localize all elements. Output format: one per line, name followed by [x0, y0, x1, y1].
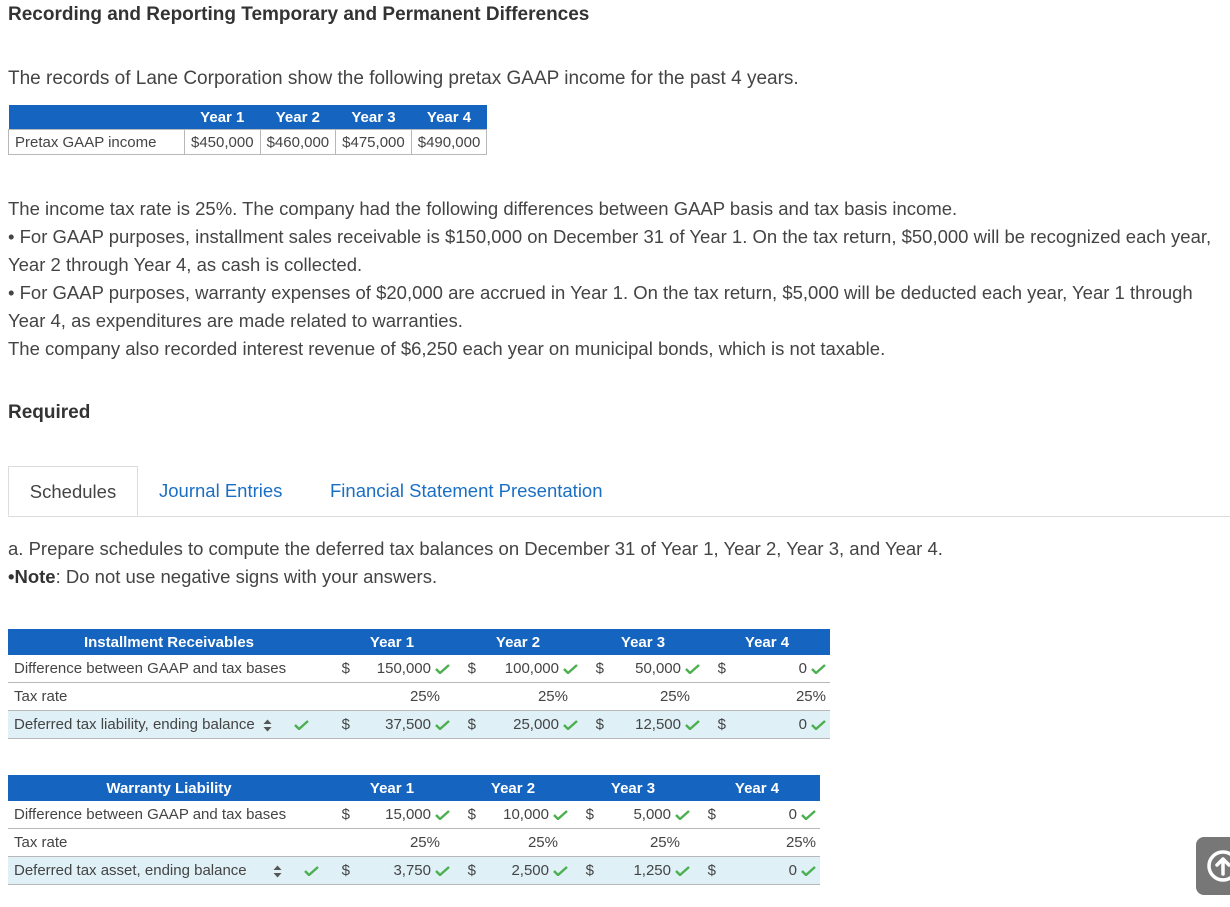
currency-symbol: $	[694, 801, 716, 829]
currency-symbol: $	[330, 655, 350, 683]
answer-input[interactable]: 25,000	[513, 716, 559, 733]
check-icon	[563, 720, 578, 730]
tab-financial-statement-presentation[interactable]: Financial Statement Presentation	[330, 480, 603, 501]
note-label: •Note	[8, 566, 56, 587]
currency-symbol: $	[694, 857, 716, 885]
installment-year1-header: Year 1	[330, 629, 454, 655]
installment-diff-year2	[476, 655, 582, 683]
income-header-year2: Year 2	[260, 105, 336, 130]
answer-input[interactable]: 37,500	[385, 716, 431, 733]
currency-symbol: $	[330, 711, 350, 739]
answer-input[interactable]: 50,000	[635, 660, 681, 677]
answer-input[interactable]: 0	[788, 862, 797, 879]
income-year2: $460,000	[260, 130, 336, 155]
answer-input[interactable]: 150,000	[376, 660, 431, 677]
warranty-diff-year3	[594, 801, 694, 829]
income-header-year1: Year 1	[185, 105, 261, 130]
installment-schedule	[8, 629, 830, 739]
question-text: a. Prepare schedules to compute the deferred tax balances on December 31 of Year 1, Year 2, Year 3, and Year 4.	[8, 538, 943, 559]
answer-input[interactable]: 0	[788, 806, 797, 823]
check-icon	[435, 866, 450, 876]
check-icon	[294, 720, 309, 730]
answer-input[interactable]: 3,750	[393, 862, 431, 879]
bullet-installment: • For GAAP purposes, installment sales receivable is $150,000 on December 31 of Year 1. On the tax return, $50,000 will be recognized each year, Year 2 through Year 4, as cash is collected.	[8, 226, 1212, 275]
installment-rate-year3: 25%	[604, 683, 704, 711]
installment-balance-year3	[604, 711, 704, 739]
installment-balance-year2	[476, 711, 582, 739]
warranty-balance-year4	[716, 857, 820, 885]
installment-diff-label: Difference between GAAP and tax bases	[8, 655, 330, 683]
currency-symbol: $	[582, 711, 604, 739]
municipal-text: The company also recorded interest revenue of $6,250 each year on municipal bonds, which is not taxable.	[8, 338, 886, 359]
currency-symbol: $	[454, 655, 476, 683]
currency-symbol: $	[572, 857, 594, 885]
installment-rate-year1: 25%	[350, 683, 454, 711]
installment-balance-year4	[726, 711, 830, 739]
currency-symbol: $	[704, 655, 726, 683]
warranty-year2-header: Year 2	[454, 775, 572, 801]
currency-symbol: $	[454, 801, 476, 829]
select-arrows-icon[interactable]	[273, 865, 282, 878]
page-title: Recording and Reporting Temporary and Permanent Differences	[8, 4, 590, 25]
check-icon	[553, 866, 568, 876]
answer-input[interactable]: 100,000	[504, 660, 559, 677]
check-icon	[435, 720, 450, 730]
warranty-rate-year4: 25%	[716, 829, 820, 857]
warranty-schedule	[8, 775, 820, 885]
income-table	[8, 105, 487, 155]
installment-rate-label: Tax rate	[8, 683, 330, 711]
installment-diff-year3	[604, 655, 704, 683]
warranty-balance-label[interactable]: Deferred tax asset, ending balance	[8, 857, 330, 885]
warranty-year3-header: Year 3	[572, 775, 694, 801]
currency-symbol: $	[582, 655, 604, 683]
installment-year4-header: Year 4	[704, 629, 830, 655]
income-year3: $475,000	[336, 130, 412, 155]
warranty-diff-label: Difference between GAAP and tax bases	[8, 801, 330, 829]
tab-bar	[8, 466, 1230, 517]
check-icon	[801, 810, 816, 820]
check-icon	[304, 866, 319, 876]
installment-diff-year4	[726, 655, 830, 683]
currency-symbol: $	[572, 801, 594, 829]
answer-input[interactable]: 5,000	[633, 806, 671, 823]
answer-input[interactable]: 2,500	[511, 862, 549, 879]
warranty-year4-header: Year 4	[694, 775, 820, 801]
answer-input[interactable]: 0	[798, 716, 807, 733]
answer-input[interactable]: 1,250	[633, 862, 671, 879]
tab-schedules[interactable]: Schedules	[8, 466, 138, 516]
warranty-header: Warranty Liability	[8, 775, 330, 801]
answer-input[interactable]: 15,000	[385, 806, 431, 823]
warranty-balance-year1	[350, 857, 454, 885]
warranty-balance-year2	[476, 857, 572, 885]
income-header-year4: Year 4	[411, 105, 487, 130]
check-icon	[811, 664, 826, 674]
currency-symbol: $	[454, 857, 476, 885]
check-icon	[801, 866, 816, 876]
answer-input[interactable]: 0	[798, 660, 807, 677]
installment-header: Installment Receivables	[8, 629, 330, 655]
warranty-diff-year4	[716, 801, 820, 829]
income-header-blank	[9, 105, 185, 130]
check-icon	[811, 720, 826, 730]
installment-balance-year1	[350, 711, 454, 739]
currency-symbol: $	[330, 857, 350, 885]
check-icon	[685, 664, 700, 674]
answer-input[interactable]: 10,000	[503, 806, 549, 823]
currency-symbol: $	[704, 711, 726, 739]
bullet-warranty: • For GAAP purposes, warranty expenses of $20,000 are accrued in Year 1. On the tax return, $5,000 will be deducted each year, Year 1 through Year 4, as expenditures are made related to warranties.	[8, 282, 1193, 331]
installment-year2-header: Year 2	[454, 629, 582, 655]
check-icon	[553, 810, 568, 820]
check-icon	[563, 664, 578, 674]
warranty-diff-year2	[476, 801, 572, 829]
note-text: : Do not use negative signs with your answers.	[55, 566, 438, 587]
answer-input[interactable]: 12,500	[635, 716, 681, 733]
currency-symbol: $	[454, 711, 476, 739]
warranty-rate-year2: 25%	[476, 829, 572, 857]
warranty-rate-year1: 25%	[350, 829, 454, 857]
intro-text: The records of Lane Corporation show the following pretax GAAP income for the past 4 years.	[8, 68, 799, 89]
installment-diff-year1	[350, 655, 454, 683]
installment-rate-year2: 25%	[476, 683, 582, 711]
check-icon	[675, 866, 690, 876]
check-icon	[675, 810, 690, 820]
warranty-rate-year3: 25%	[594, 829, 694, 857]
scroll-to-top-button[interactable]	[1196, 837, 1230, 895]
select-arrows-icon[interactable]	[263, 719, 272, 732]
income-header-year3: Year 3	[336, 105, 412, 130]
installment-balance-label[interactable]: Deferred tax liability, ending balance	[8, 711, 330, 739]
currency-symbol: $	[330, 801, 350, 829]
required-heading: Required	[8, 402, 91, 423]
warranty-balance-year3	[594, 857, 694, 885]
installment-year3-header: Year 3	[582, 629, 704, 655]
warranty-rate-label: Tax rate	[8, 829, 330, 857]
tax-rate-text: The income tax rate is 25%. The company had the following differences between GAAP basis and tax basis income.	[8, 198, 958, 219]
installment-rate-year4: 25%	[726, 683, 830, 711]
scroll-to-top-icon	[1206, 849, 1230, 883]
check-icon	[685, 720, 700, 730]
check-icon	[435, 664, 450, 674]
warranty-diff-year1	[350, 801, 454, 829]
income-row-label: Pretax GAAP income	[9, 130, 185, 155]
income-year1: $450,000	[185, 130, 261, 155]
tab-journal-entries[interactable]: Journal Entries	[159, 480, 283, 501]
check-icon	[435, 810, 450, 820]
income-year4: $490,000	[411, 130, 487, 155]
warranty-year1-header: Year 1	[330, 775, 454, 801]
note	[8, 566, 437, 588]
